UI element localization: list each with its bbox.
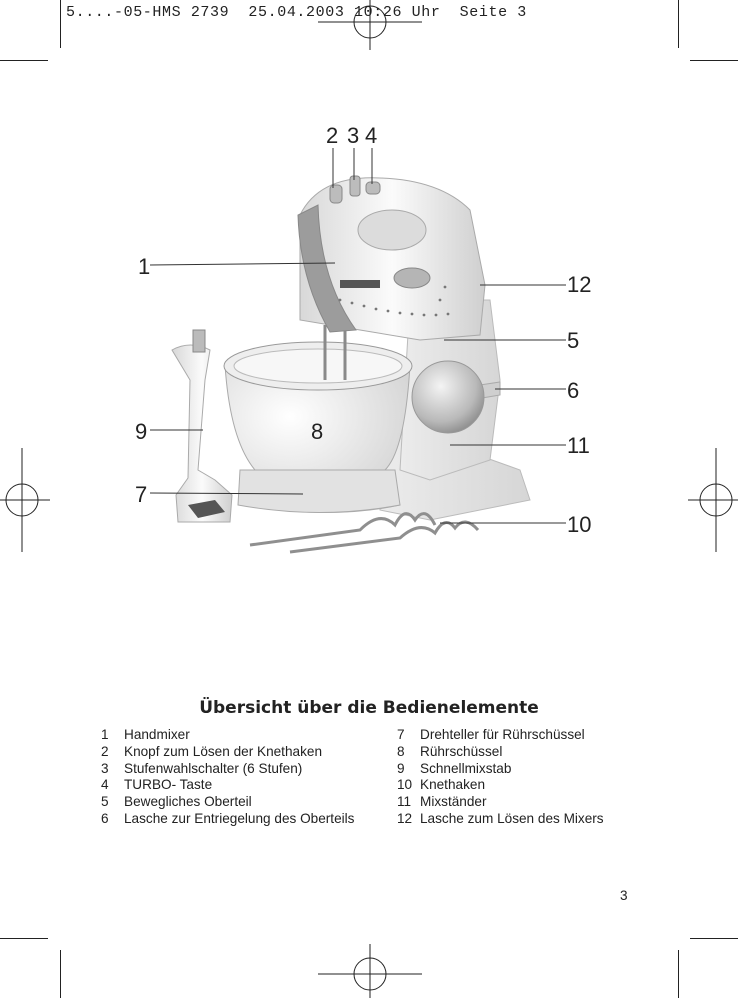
callout-10: 10	[567, 512, 592, 537]
callout-2: 2	[326, 123, 339, 148]
registration-mark-bottom-icon	[318, 944, 422, 998]
list-item: 8 Rührschüssel	[397, 743, 503, 759]
list-item: 6 Lasche zur Entriegelung des Oberteils	[101, 810, 355, 826]
list-item: 7 Drehteller für Rührschüssel	[397, 727, 585, 742]
list-item: 1 Handmixer	[101, 727, 190, 742]
callout-12: 12	[567, 272, 592, 297]
page-number: 3	[620, 888, 628, 903]
release-button	[330, 185, 342, 203]
list-item: 10 Knethaken	[397, 777, 486, 793]
callout-6: 6	[567, 378, 580, 403]
callout-3: 3	[347, 123, 360, 148]
list-item: 5 Bewegliches Oberteil	[101, 794, 252, 810]
callout-5: 5	[567, 328, 580, 353]
release-knob	[412, 361, 484, 433]
callout-8: 8	[311, 419, 324, 444]
list-item: 3 Stufenwahlschalter (6 Stufen)	[101, 760, 303, 776]
list-item: 4 TURBO- Taste	[101, 777, 213, 793]
immersion-blender	[172, 345, 232, 522]
callout-4: 4	[365, 123, 378, 148]
print-header: 5....-05-HMS 2739 25.04.2003 10:26 Uhr Seite 3	[66, 4, 527, 21]
list-item: 9 Schnellmixstab	[397, 760, 512, 776]
mixer-handle-opening	[358, 210, 426, 250]
crop-mark-bottom-right-h	[690, 938, 738, 939]
turbo-button	[366, 182, 380, 194]
parts-list-right	[397, 727, 604, 828]
crop-mark-bottom-right-v	[678, 950, 679, 998]
callout-11: 11	[567, 433, 590, 458]
callout-1: 1	[138, 254, 151, 279]
parts-list-left	[101, 727, 354, 828]
callout-9: 9	[135, 419, 148, 444]
callout-7: 7	[135, 482, 148, 507]
crop-mark-bottom-left-v	[60, 950, 61, 998]
crop-mark-bottom-left-h	[0, 938, 48, 939]
list-item: 2 Knopf zum Lösen der Knethaken	[101, 743, 322, 759]
speed-switch	[394, 268, 430, 288]
section-title: Übersicht über die Bedienelemente	[199, 698, 539, 718]
list-item: 11 Mixständer	[397, 794, 487, 810]
list-item: 12 Lasche zum Lösen des Mixers	[397, 810, 604, 826]
dough-hooks	[250, 514, 478, 552]
speed-knob	[350, 176, 360, 196]
turntable	[238, 470, 400, 513]
